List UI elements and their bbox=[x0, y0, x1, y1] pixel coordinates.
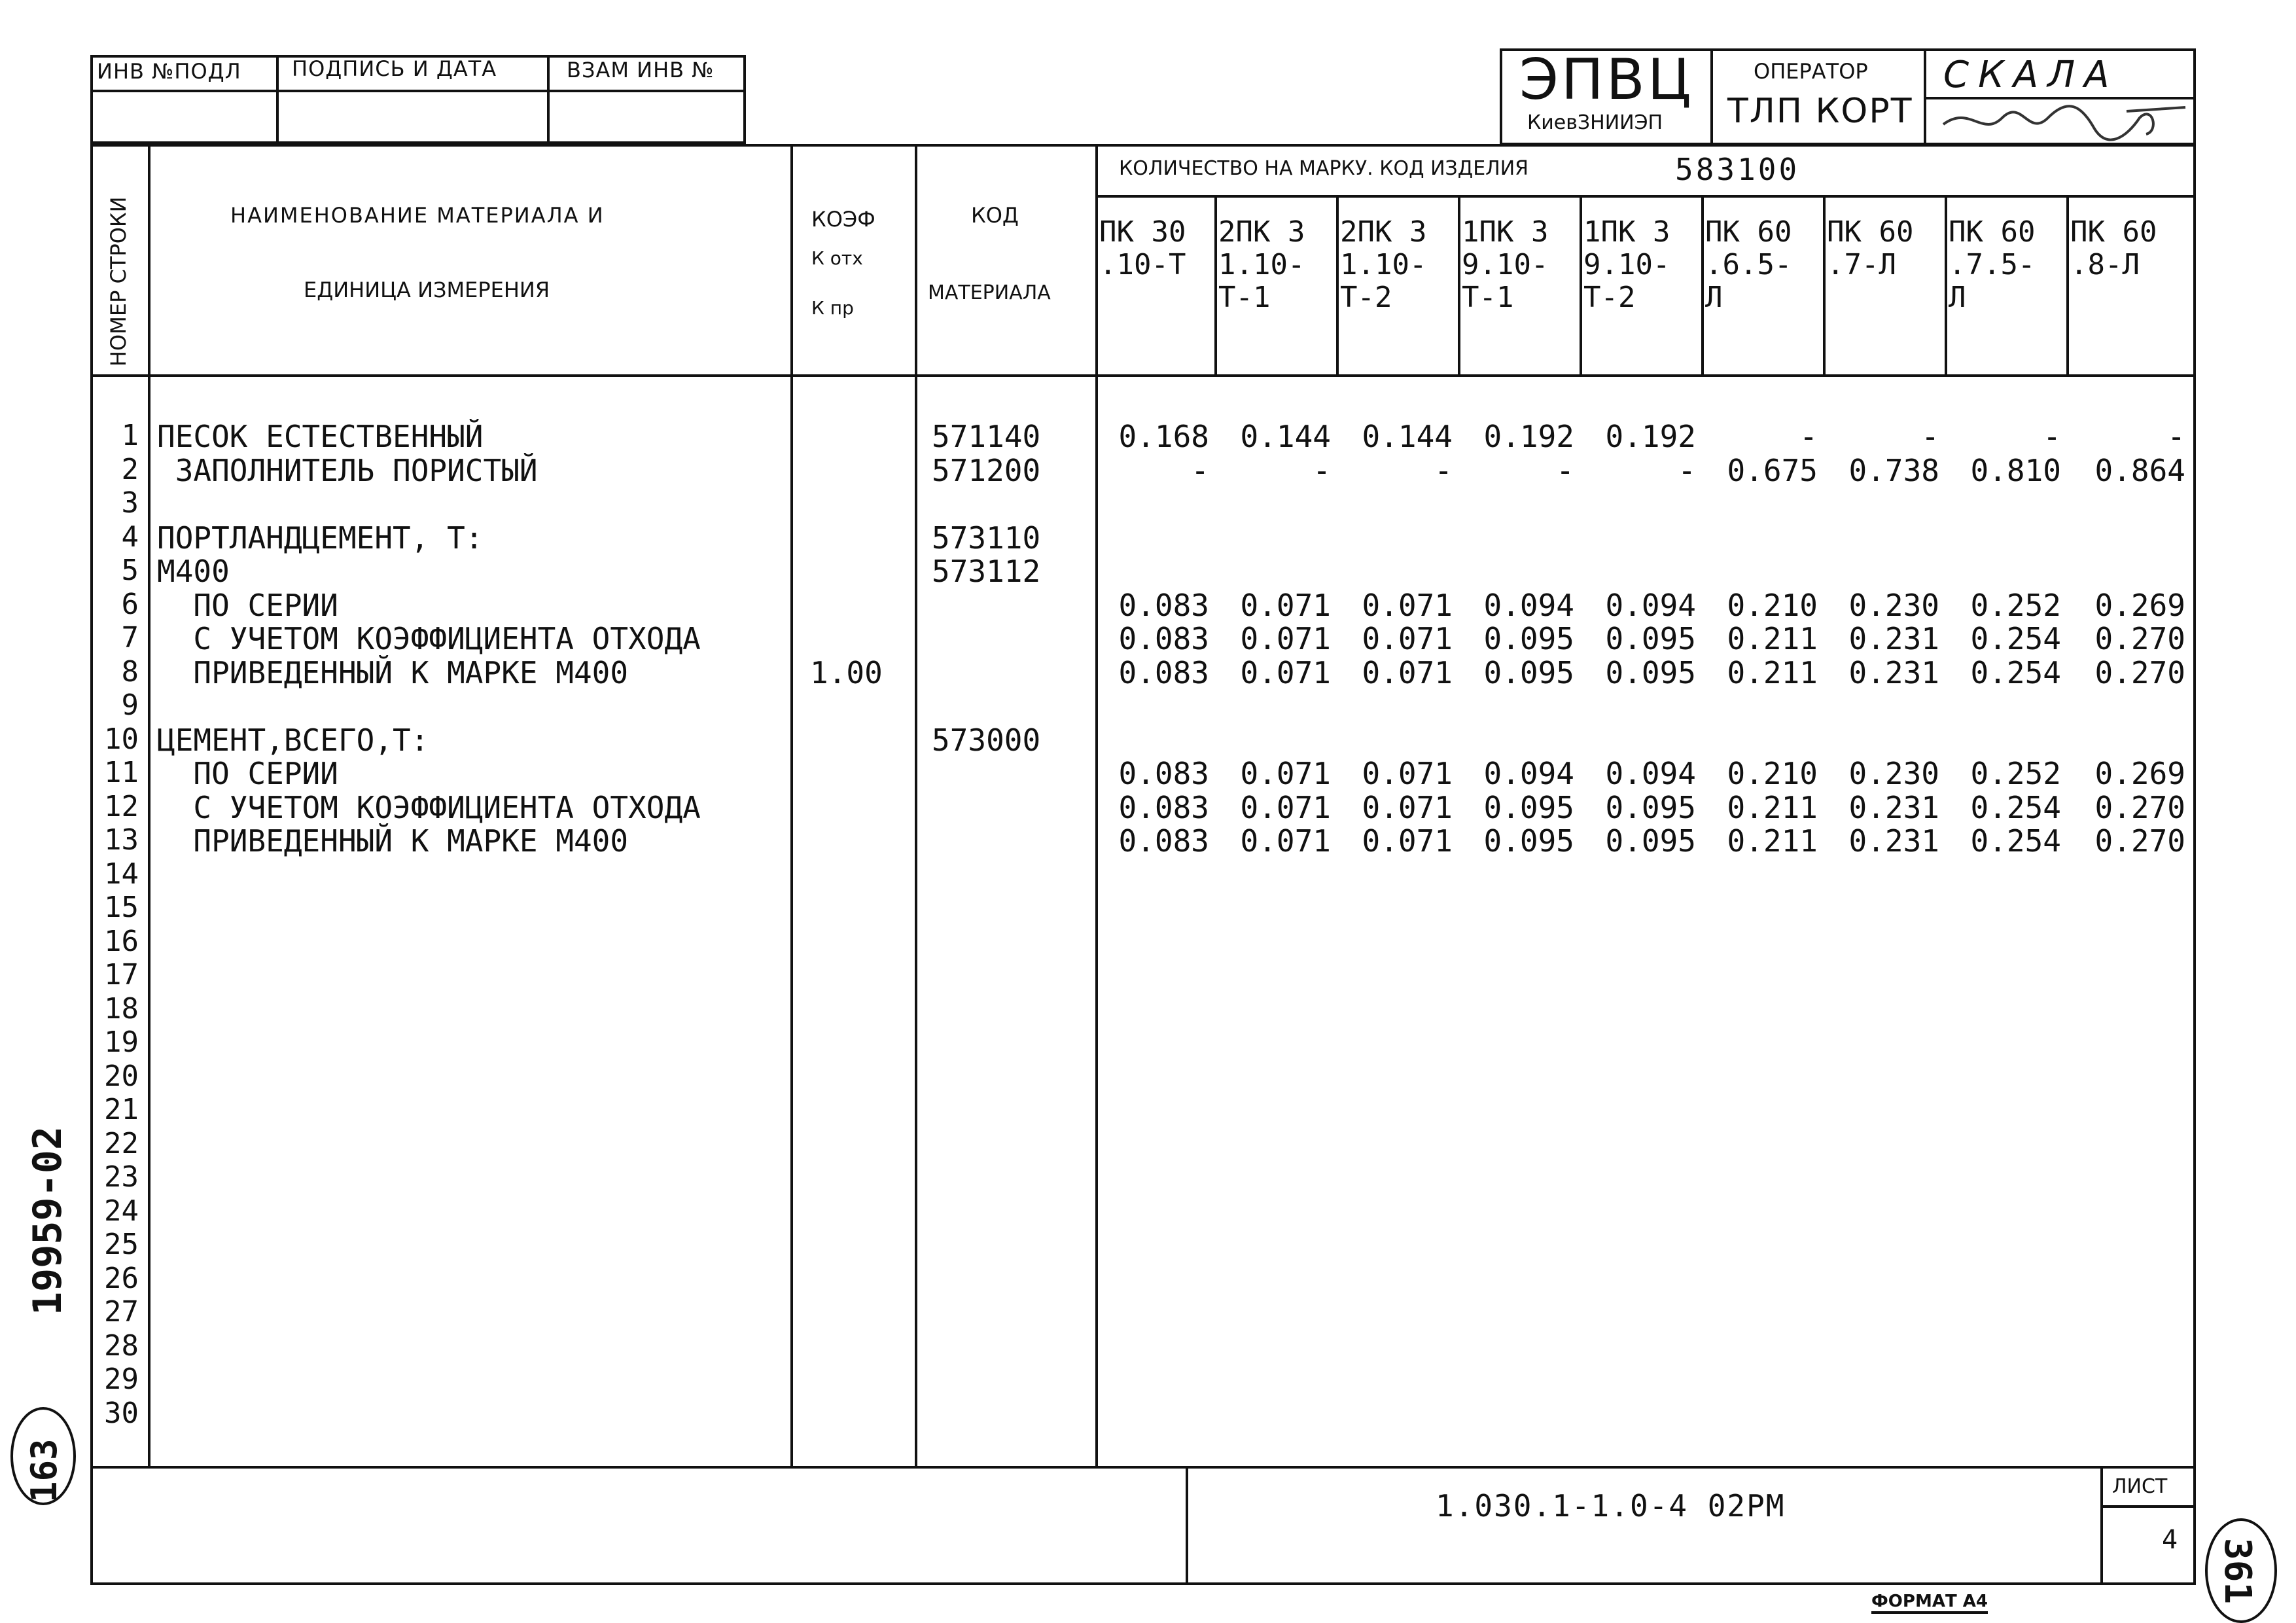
header-k-pr: К пр bbox=[811, 297, 854, 319]
header-k-otx: К отх bbox=[811, 247, 863, 269]
quantity-value: 0.738 bbox=[1848, 452, 1939, 488]
quantity-value: 0.094 bbox=[1483, 756, 1574, 791]
product-mark-header: ПК 30 .10-Т bbox=[1099, 215, 1186, 281]
quantity-value: 0.230 bbox=[1848, 587, 1939, 623]
product-mark-header: 2ПК 3 1.10- Т-2 bbox=[1340, 215, 1427, 314]
left-circle-number: 163 bbox=[24, 1438, 65, 1503]
product-mark-header: 1ПК 3 9.10- Т-2 bbox=[1583, 215, 1670, 314]
quantity-value: 0.094 bbox=[1605, 756, 1696, 791]
quantity-value: 0.071 bbox=[1362, 587, 1453, 623]
line-number: 14 bbox=[104, 857, 139, 891]
line-number: 23 bbox=[104, 1160, 139, 1194]
material-code: 571140 bbox=[932, 419, 1041, 454]
quantity-value: 0.270 bbox=[2094, 823, 2185, 859]
quantity-value: 0.071 bbox=[1362, 756, 1453, 791]
line-number: 21 bbox=[104, 1093, 139, 1126]
quantity-value: 0.270 bbox=[2094, 621, 2185, 656]
material-code: 573112 bbox=[932, 554, 1041, 589]
quantity-value: - bbox=[1799, 419, 1818, 454]
quantity-value: 0.254 bbox=[1970, 823, 2061, 859]
material-name: С УЧЕТОМ КОЭФФИЦИЕНТА ОТХОДА bbox=[157, 789, 701, 825]
line-number: 24 bbox=[104, 1194, 139, 1228]
quantity-value: 0.144 bbox=[1240, 419, 1331, 454]
quantity-value: 0.192 bbox=[1483, 419, 1574, 454]
quantity-value: 0.230 bbox=[1848, 756, 1939, 791]
quantity-value: 0.071 bbox=[1240, 823, 1331, 859]
line-number: 6 bbox=[121, 587, 139, 621]
quantity-value: 0.095 bbox=[1483, 654, 1574, 690]
line-number: 16 bbox=[104, 924, 139, 958]
line-number: 10 bbox=[104, 722, 139, 756]
header-row-number: НОМЕР СТРОКИ bbox=[106, 196, 131, 366]
quantity-value: 0.168 bbox=[1118, 419, 1209, 454]
quantity-value: 0.083 bbox=[1118, 789, 1209, 825]
line-number: 12 bbox=[104, 789, 139, 823]
line-number: 18 bbox=[104, 991, 139, 1026]
line-number: 29 bbox=[104, 1363, 139, 1396]
material-code: 573000 bbox=[932, 722, 1041, 758]
quantity-value: 0.254 bbox=[1970, 621, 2061, 656]
line-number: 25 bbox=[104, 1228, 139, 1261]
line-number: 3 bbox=[121, 486, 139, 520]
quantity-value: 0.071 bbox=[1362, 789, 1453, 825]
material-name: ЦЕМЕНТ,ВСЕГО,Т: bbox=[157, 722, 429, 758]
sheet-number: 4 bbox=[2162, 1525, 2178, 1555]
quantity-value: 0.231 bbox=[1848, 654, 1939, 690]
quantity-value: 0.095 bbox=[1483, 823, 1574, 859]
line-number: 4 bbox=[121, 520, 139, 554]
quantity-value: 0.083 bbox=[1118, 621, 1209, 656]
coefficient-value: 1.00 bbox=[810, 654, 883, 690]
header-material-name-line1: НАИМЕНОВАНИЕ МАТЕРИАЛА И bbox=[230, 203, 605, 228]
quantity-value: - bbox=[2043, 419, 2061, 454]
quantity-value: 0.095 bbox=[1483, 789, 1574, 825]
quantity-value: 0.083 bbox=[1118, 756, 1209, 791]
line-number: 22 bbox=[104, 1126, 139, 1160]
quantity-value: 0.095 bbox=[1605, 823, 1696, 859]
quantity-value: 0.071 bbox=[1240, 789, 1331, 825]
operator-label: ОПЕРАТОР bbox=[1754, 59, 1868, 84]
quantity-value: 0.254 bbox=[1970, 789, 2061, 825]
quantity-value: 0.094 bbox=[1605, 587, 1696, 623]
material-name: ПРИВЕДЕННЫЙ К МАРКЕ М400 bbox=[157, 654, 629, 690]
quantity-value: 0.094 bbox=[1483, 587, 1574, 623]
stamp-signature-date-label: ПОДПИСЬ И ДАТА bbox=[292, 56, 497, 81]
material-name: ПОРТЛАНДЦЕМЕНТ, Т: bbox=[157, 520, 484, 556]
quantity-value: 0.211 bbox=[1727, 621, 1818, 656]
header-coef: КОЭФ bbox=[811, 207, 875, 232]
quantity-value: 0.071 bbox=[1240, 756, 1331, 791]
operator-value: ТЛП КОРТ bbox=[1727, 92, 1913, 131]
header-material-name-line2: ЕДИНИЦА ИЗМЕРЕНИЯ bbox=[304, 277, 550, 302]
product-mark-header: ПК 60 .7-Л bbox=[1827, 215, 1914, 281]
quantity-value: 0.270 bbox=[2094, 789, 2185, 825]
quantity-value: 0.095 bbox=[1605, 789, 1696, 825]
stamp-vzam-inv-label: ВЗАМ ИНВ № bbox=[567, 58, 715, 82]
quantity-value: 0.144 bbox=[1362, 419, 1453, 454]
quantity-value: 0.071 bbox=[1362, 654, 1453, 690]
line-number: 19 bbox=[104, 1026, 139, 1059]
material-name: ПО СЕРИИ bbox=[157, 756, 338, 791]
quantity-value: 0.231 bbox=[1848, 789, 1939, 825]
line-number: 7 bbox=[121, 621, 139, 654]
line-number: 13 bbox=[104, 823, 139, 857]
quantity-value: 0.095 bbox=[1483, 621, 1574, 656]
line-number: 28 bbox=[104, 1329, 139, 1363]
material-name: ЗАПОЛНИТЕЛЬ ПОРИСТЫЙ bbox=[157, 452, 538, 488]
quantity-value: - bbox=[1434, 452, 1453, 488]
line-number: 26 bbox=[104, 1261, 139, 1295]
quantity-value: 0.210 bbox=[1727, 756, 1818, 791]
line-number: 8 bbox=[121, 654, 139, 688]
line-number: 1 bbox=[121, 419, 139, 452]
quantity-value: 0.071 bbox=[1240, 621, 1331, 656]
quantity-value: 0.864 bbox=[2094, 452, 2185, 488]
quantity-value: 0.269 bbox=[2094, 756, 2185, 791]
quantity-value: 0.252 bbox=[1970, 587, 2061, 623]
line-number: 5 bbox=[121, 554, 139, 587]
quantity-value: 0.071 bbox=[1240, 587, 1331, 623]
stamp-inv-podl-label: ИНВ №ПОДЛ bbox=[97, 59, 241, 84]
quantity-value: 0.231 bbox=[1848, 823, 1939, 859]
quantity-value: 0.210 bbox=[1727, 587, 1818, 623]
line-number: 11 bbox=[104, 756, 139, 789]
quantity-value: 0.071 bbox=[1362, 823, 1453, 859]
header-material: МАТЕРИАЛА bbox=[928, 281, 1051, 304]
archive-number: 19959-02 bbox=[25, 1126, 71, 1315]
quantity-value: 0.231 bbox=[1848, 621, 1939, 656]
material-name: ПО СЕРИИ bbox=[157, 587, 338, 623]
document-code: 1.030.1-1.0-4 02РМ bbox=[1436, 1488, 1786, 1524]
product-mark-header: ПК 60 .8-Л bbox=[2070, 215, 2157, 281]
org-subname: КиевЗНИИЭП bbox=[1527, 111, 1663, 134]
quantity-value: 0.083 bbox=[1118, 587, 1209, 623]
material-name: С УЧЕТОМ КОЭФФИЦИЕНТА ОТХОДА bbox=[157, 621, 701, 656]
line-number: 2 bbox=[121, 452, 139, 486]
quantity-value: 0.254 bbox=[1970, 654, 2061, 690]
product-mark-header: 2ПК 3 1.10- Т-1 bbox=[1218, 215, 1305, 314]
quantity-value: 0.211 bbox=[1727, 823, 1818, 859]
line-number: 30 bbox=[104, 1396, 139, 1430]
quantity-value: - bbox=[1921, 419, 1939, 454]
operator-signature bbox=[1930, 98, 2192, 151]
quantity-value: 0.269 bbox=[2094, 587, 2185, 623]
line-number: 15 bbox=[104, 891, 139, 924]
line-number: 27 bbox=[104, 1295, 139, 1329]
right-circle-number: 361 bbox=[2216, 1538, 2259, 1605]
quantity-value: 0.095 bbox=[1605, 621, 1696, 656]
quantity-value: 0.211 bbox=[1727, 654, 1818, 690]
format-label: ФОРМАТ А4 bbox=[1871, 1592, 1988, 1614]
quantity-value: 0.071 bbox=[1240, 654, 1331, 690]
header-product-code: 583100 bbox=[1675, 152, 1800, 187]
quantity-value: 0.192 bbox=[1605, 419, 1696, 454]
quantity-value: - bbox=[1313, 452, 1331, 488]
quantity-value: 0.810 bbox=[1970, 452, 2061, 488]
header-code: КОД bbox=[971, 203, 1019, 228]
main-table-frame bbox=[90, 144, 2196, 1585]
quantity-value: - bbox=[1191, 452, 1209, 488]
quantity-value: - bbox=[1556, 452, 1574, 488]
material-code: 573110 bbox=[932, 520, 1041, 556]
quantity-value: 0.083 bbox=[1118, 654, 1209, 690]
material-name: М400 bbox=[157, 554, 230, 589]
quantity-value: 0.083 bbox=[1118, 823, 1209, 859]
line-number: 17 bbox=[104, 958, 139, 991]
material-code: 571200 bbox=[932, 452, 1041, 488]
sheet-label: ЛИСТ bbox=[2112, 1475, 2168, 1498]
quantity-value: 0.095 bbox=[1605, 654, 1696, 690]
org-name: ЭПВЦ bbox=[1519, 47, 1694, 113]
material-name: ПЕСОК ЕСТЕСТВЕННЫЙ bbox=[157, 419, 484, 454]
product-mark-header: ПК 60 .6.5- Л bbox=[1705, 215, 1792, 314]
product-mark-header: ПК 60 .7.5- Л bbox=[1949, 215, 2036, 314]
material-name: ПРИВЕДЕННЫЙ К МАРКЕ М400 bbox=[157, 823, 629, 859]
line-number: 20 bbox=[104, 1059, 139, 1093]
header-quantity-label: КОЛИЧЕСТВО НА МАРКУ. КОД ИЗДЕЛИЯ bbox=[1119, 157, 1529, 180]
line-number: 9 bbox=[121, 688, 139, 722]
quantity-value: 0.270 bbox=[2094, 654, 2185, 690]
product-mark-header: 1ПК 3 9.10- Т-1 bbox=[1462, 215, 1549, 314]
quantity-value: 0.211 bbox=[1727, 789, 1818, 825]
quantity-value: 0.252 bbox=[1970, 756, 2061, 791]
quantity-value: - bbox=[2167, 419, 2185, 454]
quantity-value: 0.675 bbox=[1727, 452, 1818, 488]
system-name: СКАЛА bbox=[1943, 54, 2119, 96]
quantity-value: 0.071 bbox=[1362, 621, 1453, 656]
quantity-value: - bbox=[1678, 452, 1696, 488]
